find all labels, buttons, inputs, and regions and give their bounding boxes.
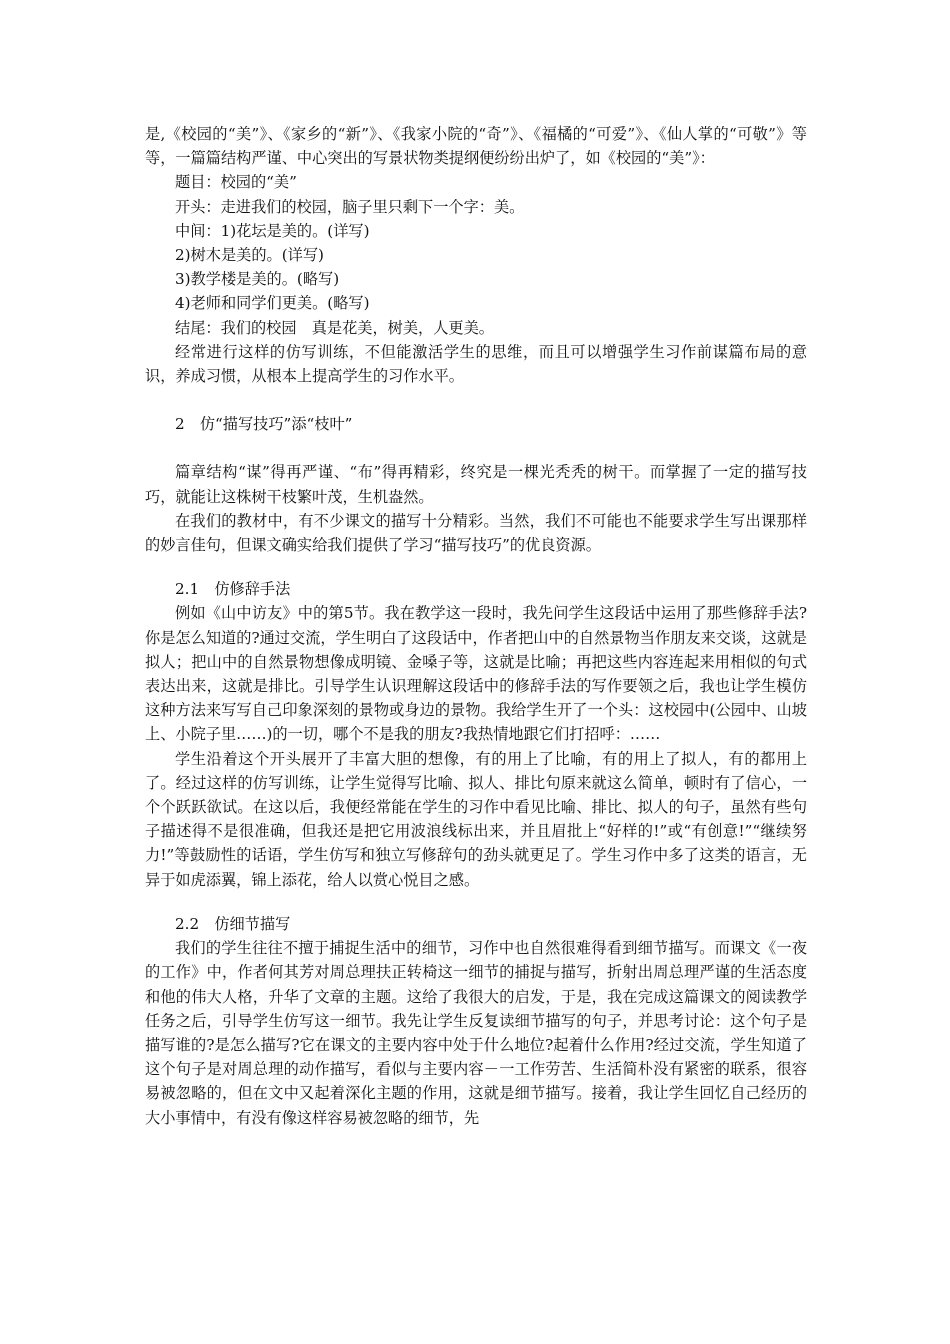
section-2-1-heading: 2.1 仿修辞手法 bbox=[175, 580, 291, 599]
section-2-paragraph-1: 篇章结构“谋”得再严谨、“布”得再精彩，终究是一棵光秃秃的树干。而掌握了一定的描写技巧，就能让这株树干枝繁叶茂，生机盎然。 bbox=[145, 463, 807, 506]
outline-middle-2: 2)树木是美的。(详写) bbox=[175, 246, 324, 265]
section-2-1-paragraph-2: 学生沿着这个开头展开了丰富大胆的想像，有的用上了比喻，有的用上了拟人，有的都用上了。经过这样的仿写训练，让学生觉得写比喻、拟人、排比句原来就这么简单，顿时有了信心，一个个跃跃欲试。在这以后，我便经常能在学生的习作中看见比喻、排比、拟人的句子，虽然有些句子描述得不是很准确，但我还是把它用波浪线标出来，并且眉批上“好样的!”或“有创意!”“继续努力!”等鼓励性的话语，学生仿写和独立写修辞句的劲头就更足了。学生习作中多了这类的语言，无异于如虎添翼，锦上添花，给人以赏心悦目之感。 bbox=[145, 749, 807, 889]
outline-ending: 结尾：我们的校园 真是花美，树美，人更美。 bbox=[175, 318, 494, 337]
intro-paragraph: 是,《校园的“美”》、《家乡的“新”》、《我家小院的“奇”》、《福橘的“可爱”》、《仙人掌的“可敬”》等等，一篇篇结构严谨、中心突出的写景状物类提纲便纷纷出炉了，如《校园的“美”》： bbox=[145, 125, 807, 168]
section-2-paragraph-2: 在我们的教材中，有不少课文的描写十分精彩。当然，我们不可能也不能要求学生写出课那样的妙言佳句，但课文确实给我们提供了学习“描写技巧”的优良资源。 bbox=[145, 511, 807, 555]
spacer bbox=[145, 892, 807, 912]
outline-middle-3: 3)教学楼是美的。(略写) bbox=[175, 270, 340, 289]
spacer bbox=[145, 388, 807, 412]
outline-title: 题目：校园的“美” bbox=[175, 173, 297, 192]
outline-middle-4: 4)老师和同学们更美。(略写) bbox=[175, 294, 370, 313]
section-2-1-paragraph-1: 例如《山中访友》中的第5节。我在教学这一段时，我先问学生这段话中运用了那些修辞手法?你是怎么知道的?通过交流，学生明白了这段话中，作者把山中的自然景物当作朋友来交谈，这就是拟人；把山中的自然景物想像成明镜、金嗓子等，这就是比喻；再把这些内容连起来用相似的句式表达出来，这就是排比。引导学生认识理解这段话中的修辞手法的写作要领之后，我也让学生模仿这种方法来写写自己印象深刻的景物或身边的景物。我给学生开了一个头：这校园中(公园中、山坡上、小院子里……)的一切，哪个不是我的朋友?我热情地跟它们打招呼：…… bbox=[145, 604, 807, 744]
document-page bbox=[145, 122, 807, 1130]
section-2-2-heading: 2.2 仿细节描写 bbox=[175, 914, 291, 933]
summary-paragraph: 经常进行这样的仿写训练，不但能激活学生的思维，而且可以增强学生习作前谋篇布局的意识，养成习惯，从根本上提高学生的习作水平。 bbox=[145, 342, 807, 386]
outline-middle-1: 中间：1)花坛是美的。(详写) bbox=[175, 221, 370, 240]
section-2-heading: 2 仿“描写技巧”添“枝叶” bbox=[175, 415, 353, 434]
section-2-2-paragraph-1: 我们的学生往往不擅于捕捉生活中的细节，习作中也自然很难得看到细节描写。而课文《一夜的工作》中，作者何其芳对周总理扶正转椅这一细节的捕捉与描写，折射出周总理严谨的生活态度和他的伟大人格，升华了文章的主题。这给了我很大的启发，于是，我在完成这篇课文的阅读教学任务之后，引导学生仿写这一细节。我先让学生反复读细节描写的句子，并思考讨论：这个句子是描写谁的?是怎么描写?它在课文的主要内容中处于什么地位?起着什么作用?经过交流，学生知道了这个句子是对周总理的动作描写，看似与主要内容－一工作劳苦、生活简朴没有紧密的联系，很容易被忽略的，但在文中又起着深化主题的作用，这就是细节描写。接着，我让学生回忆自己经历的大小事情中，有没有像这样容易被忽略的细节，先 bbox=[145, 939, 807, 1127]
spacer bbox=[145, 436, 807, 460]
outline-opening: 开头：走进我们的校园，脑子里只剩下一个字：美。 bbox=[175, 197, 525, 216]
spacer bbox=[145, 557, 807, 577]
